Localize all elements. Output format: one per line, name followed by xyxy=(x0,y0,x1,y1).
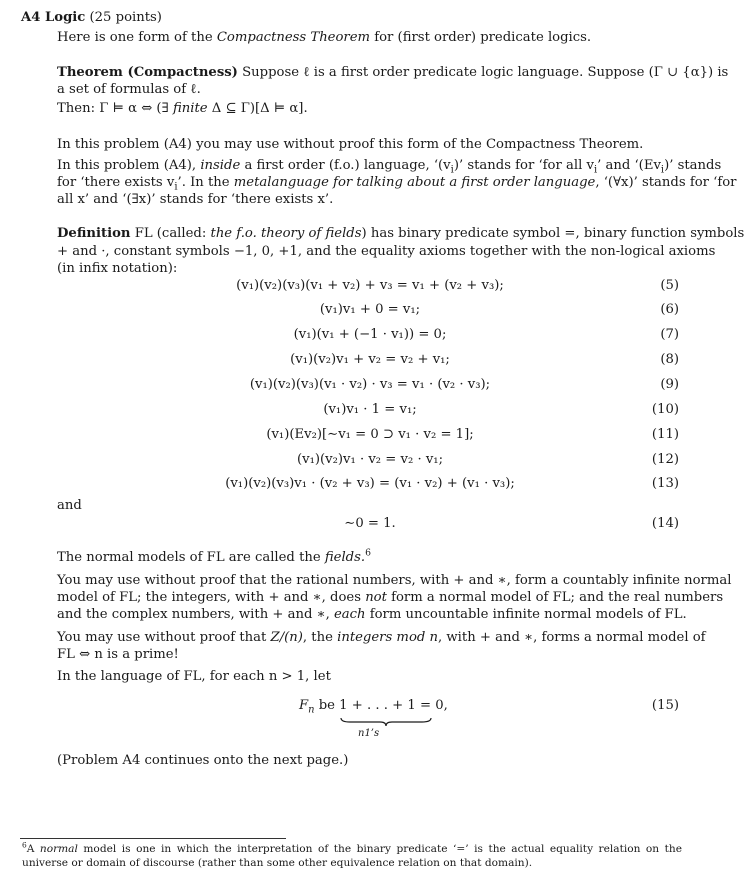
language-line xyxy=(57,669,331,685)
axiom-14-number: (14) xyxy=(651,516,679,531)
theorem-finite: finite xyxy=(172,101,208,116)
axiom-5-number: (5) xyxy=(660,278,679,293)
notation-2a: for ‘there exists v xyxy=(57,175,175,190)
axiom-9 xyxy=(0,377,740,393)
theorem-then-line xyxy=(57,101,308,117)
notation-1a: In this problem (A4), xyxy=(57,158,201,173)
definition-line-3 xyxy=(57,261,177,277)
note-compactness-text: In this problem (A4) you may use without proof this form of the Compactness Theorem. xyxy=(57,137,644,152)
axiom-12-number: (12) xyxy=(651,452,679,467)
mod-1a: You may use without proof that xyxy=(57,630,271,645)
rationals-2c: form a normal model of FL; and the real numbers xyxy=(386,590,724,605)
notation-2b: ’. In the xyxy=(177,175,234,190)
note-notation-line-1 xyxy=(57,158,721,174)
axiom-13 xyxy=(0,476,740,492)
definition-line-1 xyxy=(57,226,744,242)
notation-1e: ’ and ‘(Ev xyxy=(597,158,661,173)
notation-1b: inside xyxy=(200,158,241,173)
notation-2c: metalanguage for talking about a first order language xyxy=(233,175,596,190)
problem-title: A4 Logic xyxy=(21,10,86,25)
theorem-label: Theorem (Compactness) xyxy=(57,65,238,80)
mod-1b: Z/(n) xyxy=(270,630,303,645)
axiom-13-number: (13) xyxy=(651,476,679,491)
axiom-8-number: (8) xyxy=(660,352,679,367)
note-notation-line-3 xyxy=(57,192,333,208)
axiom-9-number: (9) xyxy=(660,377,679,392)
axiom-11-number: (11) xyxy=(651,427,679,442)
axiom-8-text: (v₁)(v₂)v₁ + v₂ = v₂ + v₁; xyxy=(290,352,450,367)
footnote-rule xyxy=(20,838,286,839)
intro-text-em: Compactness Theorem xyxy=(216,30,371,45)
axiom-6-number: (6) xyxy=(660,302,679,317)
footnote-6 xyxy=(22,840,682,871)
rationals-3c: form uncountable infinite normal models of FL. xyxy=(365,607,687,622)
axiom-12-text: (v₁)(v₂)v₁ · v₂ = v₂ · v₁; xyxy=(296,452,444,467)
axiom-11 xyxy=(0,427,740,443)
rationals-line-3 xyxy=(57,607,687,623)
footnote-b: model is one in which the interpretation of the binary predicate ‘=’ is the actual equality relation on the universe or domain of discourse (rather than some other equivalence relation on that domain). xyxy=(22,843,682,869)
fn-body: 1 + . . . + 1 xyxy=(339,698,416,713)
axiom-8 xyxy=(0,352,740,368)
fn-be: be xyxy=(314,698,340,713)
theorem-line-1 xyxy=(57,65,728,81)
underbrace-icon xyxy=(340,717,432,727)
axiom-7-number: (7) xyxy=(660,327,679,342)
rationals-2b: not xyxy=(365,590,387,605)
notation-sub-1: i xyxy=(450,164,454,176)
intro-line xyxy=(57,30,591,46)
fn-lhs: F xyxy=(299,698,309,713)
intro-text-post: for (first order) predicate logics. xyxy=(370,30,592,45)
notation-2d: , ‘(∀x)’ stands for ‘for xyxy=(595,175,737,190)
rationals-line-1 xyxy=(57,573,731,589)
axiom-12 xyxy=(0,452,740,468)
axiom-13-text: (v₁)(v₂)(v₃)v₁ · (v₂ + v₃) = (v₁ · v₂) + (v₁ · v₃); xyxy=(225,476,515,491)
notation-1c: a first order (f.o.) language, ‘(v xyxy=(240,158,451,173)
notation-1d: )’ stands for ‘for all v xyxy=(453,158,594,173)
mod-1e: , with + and ∗, forms a normal model of xyxy=(438,630,706,645)
definition-3: (in infix notation): xyxy=(57,261,178,276)
fields-line xyxy=(57,547,371,566)
notation-sub-4: i xyxy=(174,181,178,193)
mod-2: FL ⇔ n is a prime! xyxy=(57,647,179,662)
axiom-10-number: (10) xyxy=(651,402,679,417)
theorem-then-end: Δ ⊆ Γ)[Δ ⊨ α]. xyxy=(207,101,308,116)
fields-em: fields. xyxy=(324,550,366,565)
theorem-text-2: a set of formulas of ℓ. xyxy=(57,82,201,97)
rationals-3a: and the complex numbers, with + and ∗, xyxy=(57,607,334,622)
problem-points: (25 points) xyxy=(85,10,162,25)
underbrace-label: n1’s xyxy=(358,728,380,739)
axiom-14 xyxy=(0,516,740,532)
notation-sub-3: i xyxy=(660,164,665,176)
axiom-11-text: (v₁)(Ev₂)[∼v₁ = 0 ⊃ v₁ · v₂ = 1]; xyxy=(266,427,474,442)
notation-sub-2: i xyxy=(593,164,598,176)
language-text: In the language of FL, for each n > 1, let xyxy=(57,669,331,684)
axiom-14-text: ∼0 = 1. xyxy=(344,516,396,531)
rationals-line-2 xyxy=(57,590,723,606)
axiom-7-text: (v₁)(v₁ + (−1 · v₁)) = 0; xyxy=(293,327,447,342)
footnote-ref-6: 6 xyxy=(365,547,371,559)
axiom-9-text: (v₁)(v₂)(v₃)(v₁ · v₂) · v₃ = v₁ · (v₂ · v₃); xyxy=(249,377,491,392)
definition-1b: the f.o. theory of fields xyxy=(210,226,362,241)
axiom-6-text: (v₁)v₁ + 0 = v₁; xyxy=(319,302,421,317)
rationals-2a: model of FL; the integers, with + and ∗, does xyxy=(57,590,366,605)
and-word: and xyxy=(57,498,82,513)
fn-definition xyxy=(299,698,448,714)
footnote-a: A xyxy=(26,843,40,855)
axiom-5 xyxy=(0,278,740,294)
definition-label: Definition xyxy=(57,226,131,241)
theorem-text-1: Suppose ℓ is a first order predicate logic language. Suppose (Γ ∪ {α}) is xyxy=(237,65,729,80)
definition-1c: ) has binary predicate symbol =, binary function symbols xyxy=(361,226,744,241)
axiom-10 xyxy=(0,402,740,418)
problem-heading xyxy=(21,10,162,26)
note-notation-line-2 xyxy=(57,175,736,191)
mod-line-2 xyxy=(57,647,179,663)
axiom-7 xyxy=(0,327,740,343)
definition-1a: FL (called: xyxy=(130,226,211,241)
note-compactness xyxy=(57,137,643,153)
fields-pre: The normal models of FL are called the xyxy=(57,550,325,565)
theorem-line-2 xyxy=(57,82,201,98)
theorem-then: Then: Γ ⊨ α ⇔ (∃ xyxy=(57,101,173,116)
definition-line-2 xyxy=(57,244,715,260)
continues-note xyxy=(57,753,348,769)
definition-2: + and ·, constant symbols −1, 0, +1, and the equality axioms together with the non-logical axioms xyxy=(57,244,716,259)
rationals-3b: each xyxy=(333,607,366,622)
footnote-em: normal xyxy=(39,843,78,855)
notation-1f: )’ stands xyxy=(664,158,722,173)
mod-1d: integers mod n xyxy=(337,630,439,645)
axiom-10-text: (v₁)v₁ · 1 = v₁; xyxy=(323,402,417,417)
intro-text-pre: Here is one form of the xyxy=(57,30,217,45)
axiom-6 xyxy=(0,302,740,318)
fn-rhs: = 0, xyxy=(415,698,448,713)
rationals-1: You may use without proof that the rational numbers, with + and ∗, form a countably infinite normal xyxy=(57,573,732,588)
mod-1c: , the xyxy=(302,630,338,645)
axiom-5-text: (v₁)(v₂)(v₃)(v₁ + v₂) + v₃ = v₁ + (v₂ + v₃); xyxy=(236,278,504,293)
mod-line-1 xyxy=(57,630,706,646)
footnote-mark: 6 xyxy=(22,840,27,850)
fn-definition-number: (15) xyxy=(651,698,679,713)
notation-3: all x’ and ‘(∃x)’ stands for ‘there exists x’. xyxy=(57,192,334,207)
fn-lhs-sub: n xyxy=(308,704,315,716)
continues-text: (Problem A4 continues onto the next page.) xyxy=(57,753,349,768)
